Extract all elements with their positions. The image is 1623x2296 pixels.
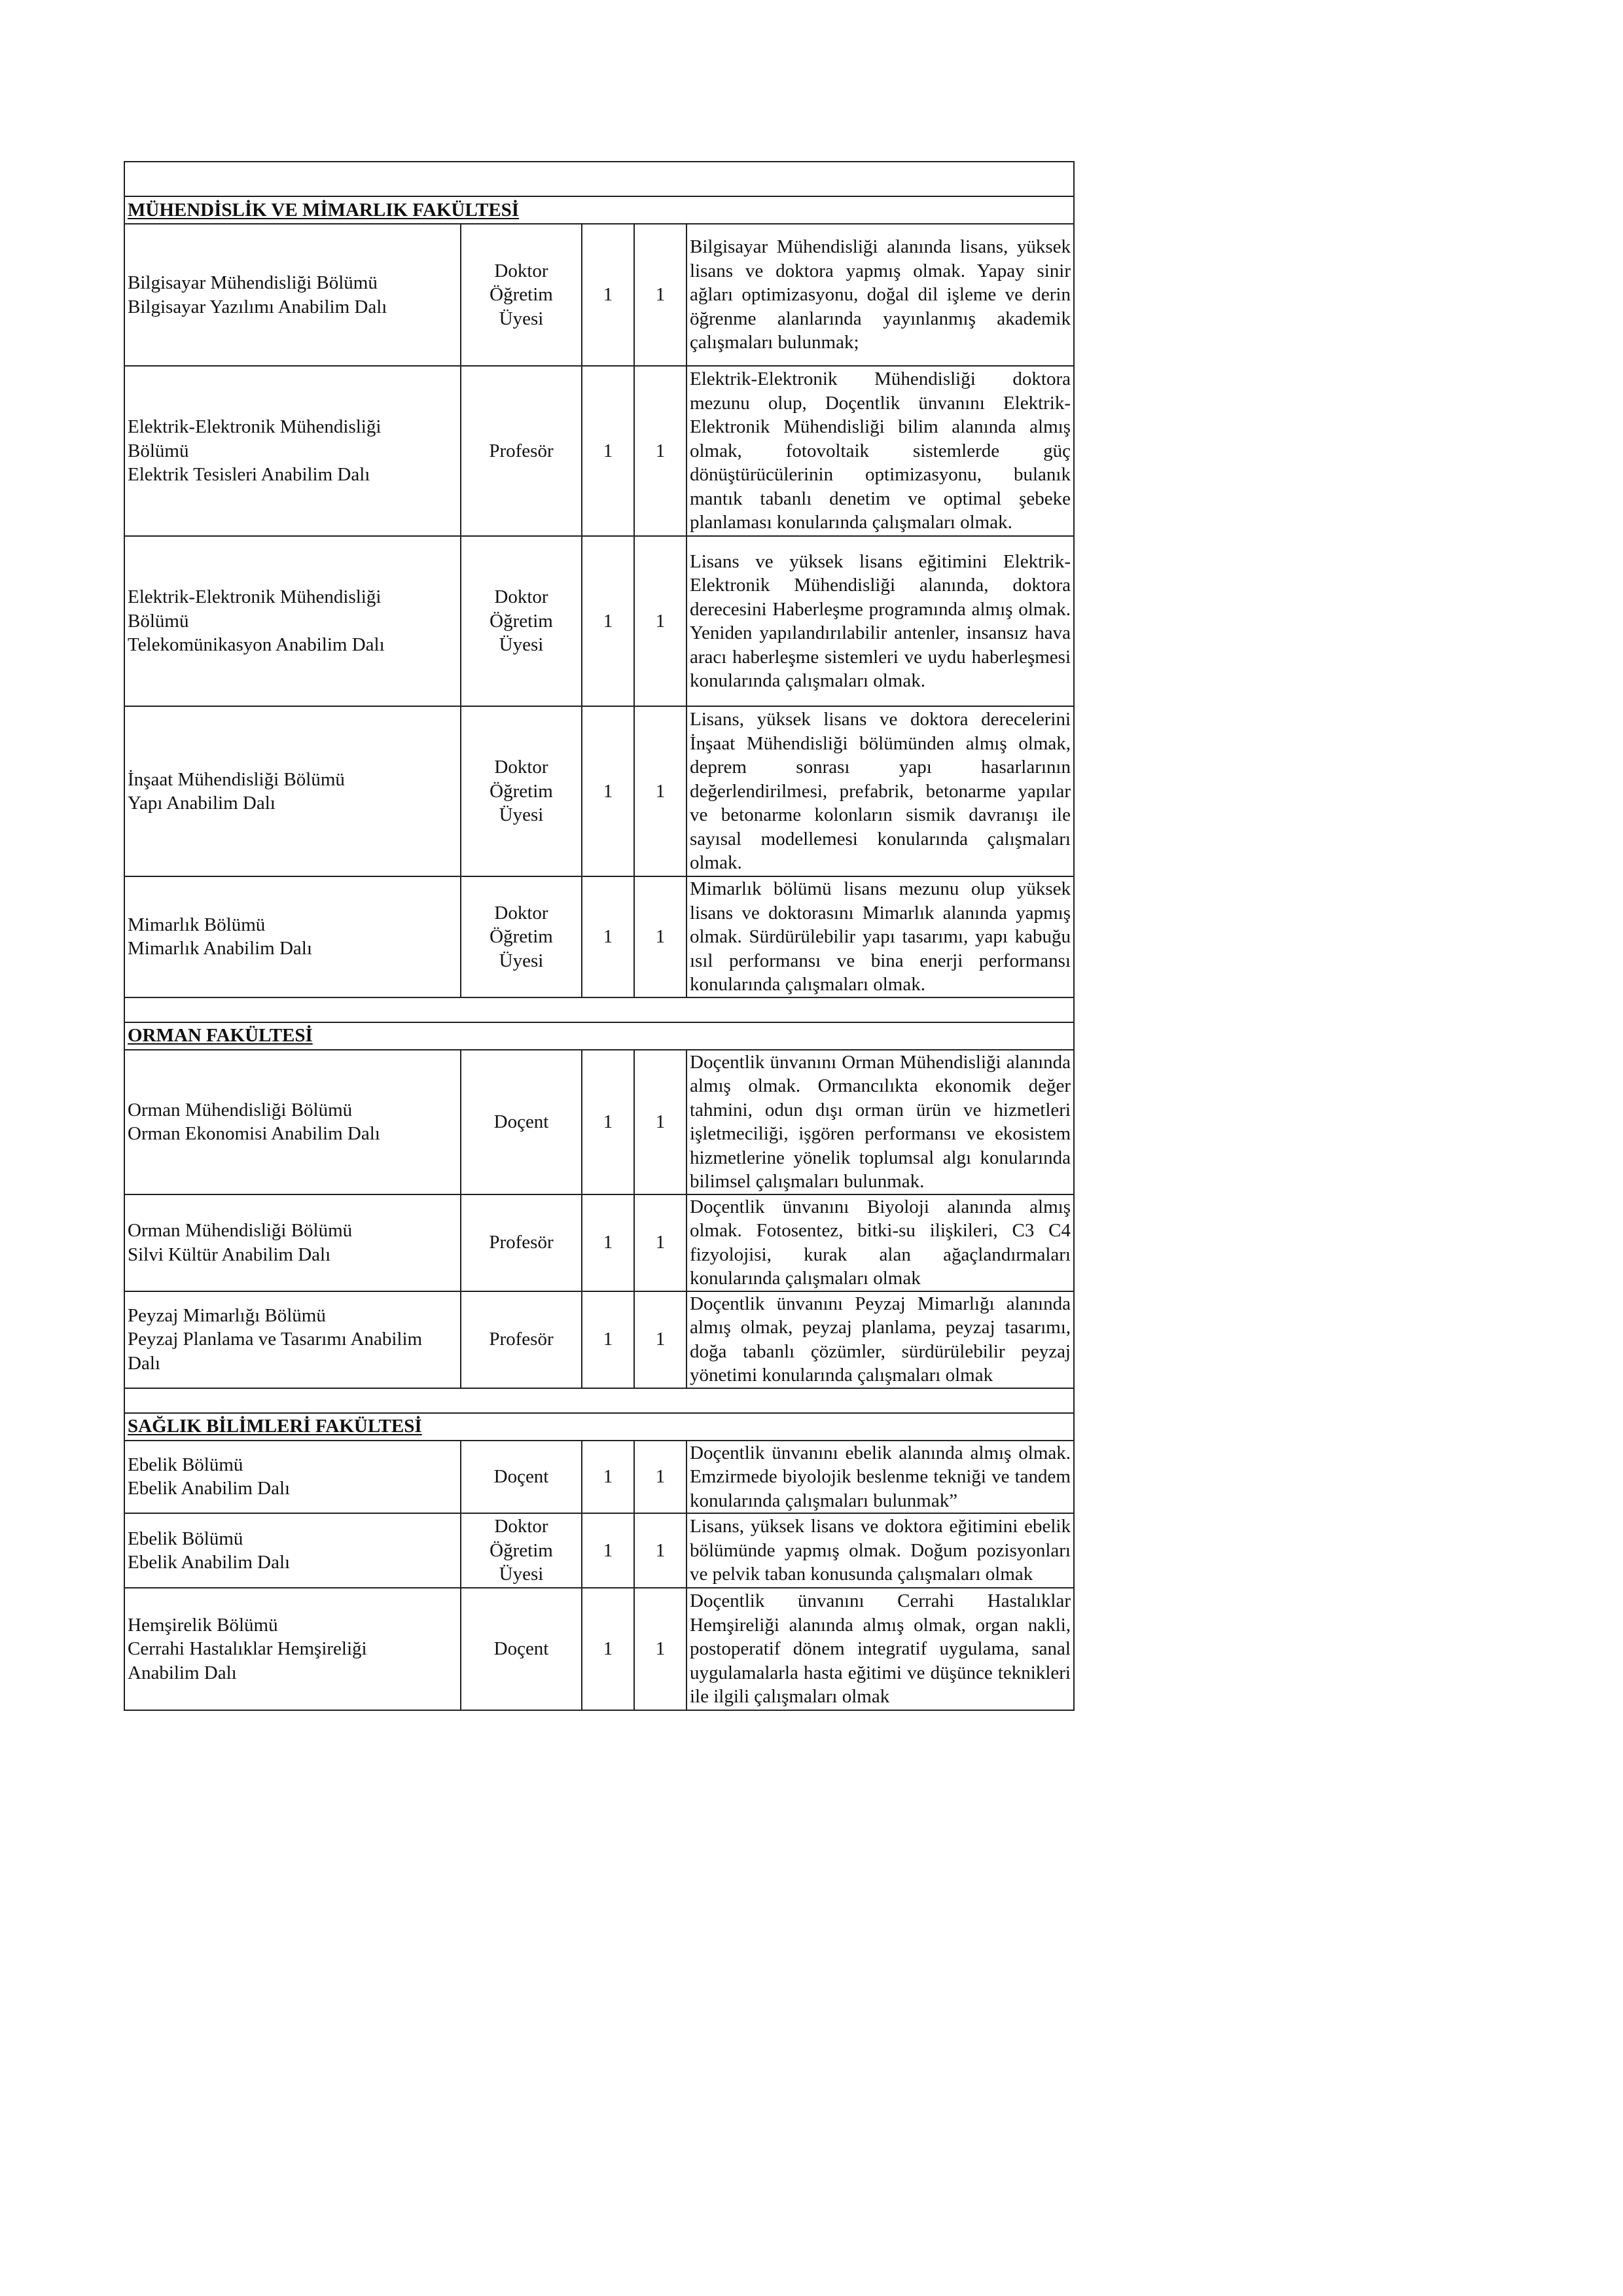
unit-cell	[124, 876, 461, 997]
unit-line: Orman Mühendisliği Bölümü	[128, 1220, 353, 1241]
unit-line: Cerrahi Hastalıklar Hemşireliği	[128, 1638, 367, 1660]
requirement-cell: Doçentlik ünvanını Biyoloji alanında almış olmak. Fotosentez, bitki-su ilişkileri, C3 C4 fizyolojisi, kurak alan ağaçlandırmaları konularında çalışmaları olmak	[687, 1194, 1074, 1291]
requirement-cell: Lisans ve yüksek lisans eğitimini Elektrik-Elektronik Mühendisliği alanında, doktora derecesini Haberleşme programında almış olmak. Yeniden yapılandırılabilir antenler, insansız hava aracı haberleşme sistemleri ve uydu haberleşmesi konularında çalışmaları olmak.	[687, 536, 1074, 706]
title-line: Öğretim	[490, 780, 553, 802]
title-cell	[461, 1441, 582, 1514]
unit-cell	[124, 1588, 461, 1710]
unit-line: Peyzaj Mimarlığı Bölümü	[128, 1304, 326, 1326]
title-cell	[461, 1194, 582, 1291]
title-cell	[461, 536, 582, 706]
unit-line: Peyzaj Planlama ve Tasarımı Anabilim	[128, 1329, 423, 1350]
title-cell	[461, 1050, 582, 1194]
unit-line: Orman Mühendisliği Bölümü	[128, 1099, 353, 1121]
title-line: Doçent	[493, 1466, 549, 1487]
count2-cell: 1	[634, 536, 687, 706]
title-cell	[461, 876, 582, 997]
position-table-body	[124, 162, 1074, 1710]
count1-cell: 1	[582, 1050, 634, 1194]
title-cell	[461, 1588, 582, 1710]
count1-cell: 1	[582, 1291, 634, 1388]
count1-cell: 1	[582, 876, 634, 997]
faculty-name: MÜHENDİSLİK VE MİMARLIK FAKÜLTESİ	[128, 199, 520, 221]
unit-line: Bölümü	[128, 440, 189, 461]
unit-line: Orman Ekonomisi Anabilim Dalı	[128, 1123, 380, 1144]
requirement-cell: Bilgisayar Mühendisliği alanında lisans, yüksek lisans ve doktora yapmış olmak. Yapay sinir ağları optimizasyonu, doğal dil işleme ve derin öğrenme alanlarında yayınlanmış akademik çalışmaları bulunmak;	[687, 224, 1074, 366]
count2-cell: 1	[634, 1050, 687, 1194]
unit-cell	[124, 536, 461, 706]
count1-cell: 1	[582, 1441, 634, 1514]
count2-cell: 1	[634, 1291, 687, 1388]
unit-line: Telekomünikasyon Anabilim Dalı	[128, 634, 385, 656]
count1-cell: 1	[582, 706, 634, 876]
table-top-spacer	[124, 162, 1074, 196]
requirement-cell: Doçentlik ünvanını Peyzaj Mimarlığı alanında almış olmak, peyzaj planlama, peyzaj tasarımı, doğa tabanlı çözümler, sürdürülebilir peyzaj yönetimi konularında çalışmaları olmak	[687, 1291, 1074, 1388]
unit-line: Elektrik Tesisleri Anabilim Dalı	[128, 464, 370, 486]
unit-line: Bilgisayar Yazılımı Anabilim Dalı	[128, 296, 387, 317]
faculty-header-row	[124, 1022, 1074, 1050]
count2-cell: 1	[634, 1441, 687, 1514]
unit-cell	[124, 1291, 461, 1388]
unit-line: Ebelik Bölümü	[128, 1454, 243, 1475]
table-row	[124, 1513, 1074, 1588]
title-line: Üyesi	[499, 1564, 544, 1585]
title-line: Öğretim	[490, 284, 553, 306]
unit-line: Hemşirelik Bölümü	[128, 1614, 278, 1636]
unit-line: İnşaat Mühendisliği Bölümü	[128, 768, 345, 790]
count2-cell: 1	[634, 876, 687, 997]
count1-cell: 1	[582, 366, 634, 536]
count2-cell: 1	[634, 1513, 687, 1588]
title-line: Doktor	[494, 757, 548, 778]
title-line: Doktor	[494, 902, 548, 924]
faculty-header-row	[124, 1413, 1074, 1441]
title-cell	[461, 1291, 582, 1388]
unit-line: Ebelik Anabilim Dalı	[128, 1552, 291, 1573]
count2-cell: 1	[634, 366, 687, 536]
title-line: Üyesi	[499, 308, 544, 329]
table-row	[124, 224, 1074, 366]
unit-cell	[124, 1513, 461, 1588]
table-row	[124, 706, 1074, 876]
requirement-cell: Doçentlik ünvanını Cerrahi Hastalıklar Hemşireliği alanında almış olmak, organ nakli, postoperatif dönem integratif uygulama, sanal uygulamalarla hasta eğitimi ve düşünce teknikleri ile ilgili çalışmaları olmak	[687, 1588, 1074, 1710]
count2-cell: 1	[634, 1588, 687, 1710]
count1-cell: 1	[582, 224, 634, 366]
unit-cell	[124, 1194, 461, 1291]
requirement-cell: Elektrik-Elektronik Mühendisliği doktora mezunu olup, Doçentlik ünvanını Elektrik-Elektronik Mühendisliği bilim alanında almış olmak, fotovoltaik sistemlerde güç dönüştürücülerinin optimizasyonu, bulanık mantık tabanlı denetim ve optimal şebeke planlaması konularında çalışmaları olmak.	[687, 366, 1074, 536]
table-row	[124, 1441, 1074, 1514]
unit-line: Bilgisayar Mühendisliği Bölümü	[128, 272, 378, 293]
title-cell	[461, 224, 582, 366]
unit-cell	[124, 706, 461, 876]
faculty-header-row	[124, 196, 1074, 224]
unit-line: Bölümü	[128, 610, 189, 632]
requirement-cell: Lisans, yüksek lisans ve doktora derecelerini İnşaat Mühendisliği bölümünden almış olmak, deprem sonrası yapı hasarlarının değerlendirilmesi, prefabrik, betonarme yapılar ve betonarme kolonların sismik davranışı ile sayısal modellemesi konularında çalışmaları olmak.	[687, 706, 1074, 876]
requirement-cell: Doçentlik ünvanını ebelik alanında almış olmak. Emzirmede biyolojik beslenme tekniği ve tandem konularında çalışmaları bulunmak”	[687, 1441, 1074, 1514]
faculty-name: SAĞLIK BİLİMLERİ FAKÜLTESİ	[128, 1416, 422, 1437]
title-line: Öğretim	[490, 926, 553, 947]
position-table	[124, 161, 1075, 1711]
table-row	[124, 1291, 1074, 1388]
count2-cell: 1	[634, 224, 687, 366]
unit-cell	[124, 224, 461, 366]
unit-cell	[124, 1441, 461, 1514]
faculty-name: ORMAN FAKÜLTESİ	[128, 1025, 313, 1047]
title-line: Üyesi	[499, 634, 544, 656]
title-cell	[461, 1513, 582, 1588]
title-line: Profesör	[489, 1232, 554, 1253]
unit-line: Mimarlık Anabilim Dalı	[128, 938, 312, 960]
title-line: Profesör	[489, 440, 554, 461]
table-row	[124, 366, 1074, 536]
unit-line: Silvi Kültür Anabilim Dalı	[128, 1244, 331, 1265]
title-line: Doçent	[493, 1638, 549, 1660]
table-row	[124, 536, 1074, 706]
title-cell	[461, 706, 582, 876]
unit-line: Yapı Anabilim Dalı	[128, 793, 276, 814]
title-cell	[461, 366, 582, 536]
unit-line: Elektrik-Elektronik Mühendisliği	[128, 416, 382, 438]
title-line: Doktor	[494, 260, 548, 281]
unit-line: Mimarlık Bölümü	[128, 914, 266, 935]
count1-cell: 1	[582, 1588, 634, 1710]
unit-line: Ebelik Anabilim Dalı	[128, 1478, 291, 1499]
table-row	[124, 1588, 1074, 1710]
unit-line: Dalı	[128, 1352, 160, 1374]
unit-cell	[124, 366, 461, 536]
title-line: Üyesi	[499, 804, 544, 826]
requirement-cell: Mimarlık bölümü lisans mezunu olup yüksek lisans ve doktorasını Mimarlık alanında yapmış olmak. Sürdürülebilir yapı tasarımı, yapı kabuğu ısıl performansı ve bina enerji performansı konularında çalışmaları olmak.	[687, 876, 1074, 997]
title-line: Öğretim	[490, 610, 553, 632]
unit-line: Anabilim Dalı	[128, 1662, 237, 1683]
title-line: Öğretim	[490, 1539, 553, 1561]
title-line: Profesör	[489, 1329, 554, 1350]
count2-cell: 1	[634, 1194, 687, 1291]
requirement-cell: Lisans, yüksek lisans ve doktora eğitimini ebelik bölümünde yapmış olmak. Doğum pozisyonları ve pelvik taban konusunda çalışmaları olmak	[687, 1513, 1074, 1588]
title-line: Üyesi	[499, 950, 544, 971]
requirement-cell: Doçentlik ünvanını Orman Mühendisliği alanında almış olmak. Ormancılıkta ekonomik değer tahmini, odun dışı orman ürün ve hizmetleri işletmeciliği, işgören performansı ve ekosistem hizmetlerine yönelik toplumsal algı konularında bilimsel çalışmaları bulunmak.	[687, 1050, 1074, 1194]
count1-cell: 1	[582, 1194, 634, 1291]
faculty-gap-row	[124, 1388, 1074, 1413]
count2-cell: 1	[634, 706, 687, 876]
unit-line: Elektrik-Elektronik Mühendisliği	[128, 586, 382, 608]
unit-cell	[124, 1050, 461, 1194]
table-row	[124, 876, 1074, 997]
title-line: Doktor	[494, 586, 548, 608]
unit-line: Ebelik Bölümü	[128, 1528, 243, 1549]
table-row	[124, 1050, 1074, 1194]
title-line: Doktor	[494, 1516, 548, 1537]
count1-cell: 1	[582, 1513, 634, 1588]
faculty-gap-row	[124, 997, 1074, 1022]
count1-cell: 1	[582, 536, 634, 706]
title-line: Doçent	[493, 1111, 549, 1132]
table-row	[124, 1194, 1074, 1291]
